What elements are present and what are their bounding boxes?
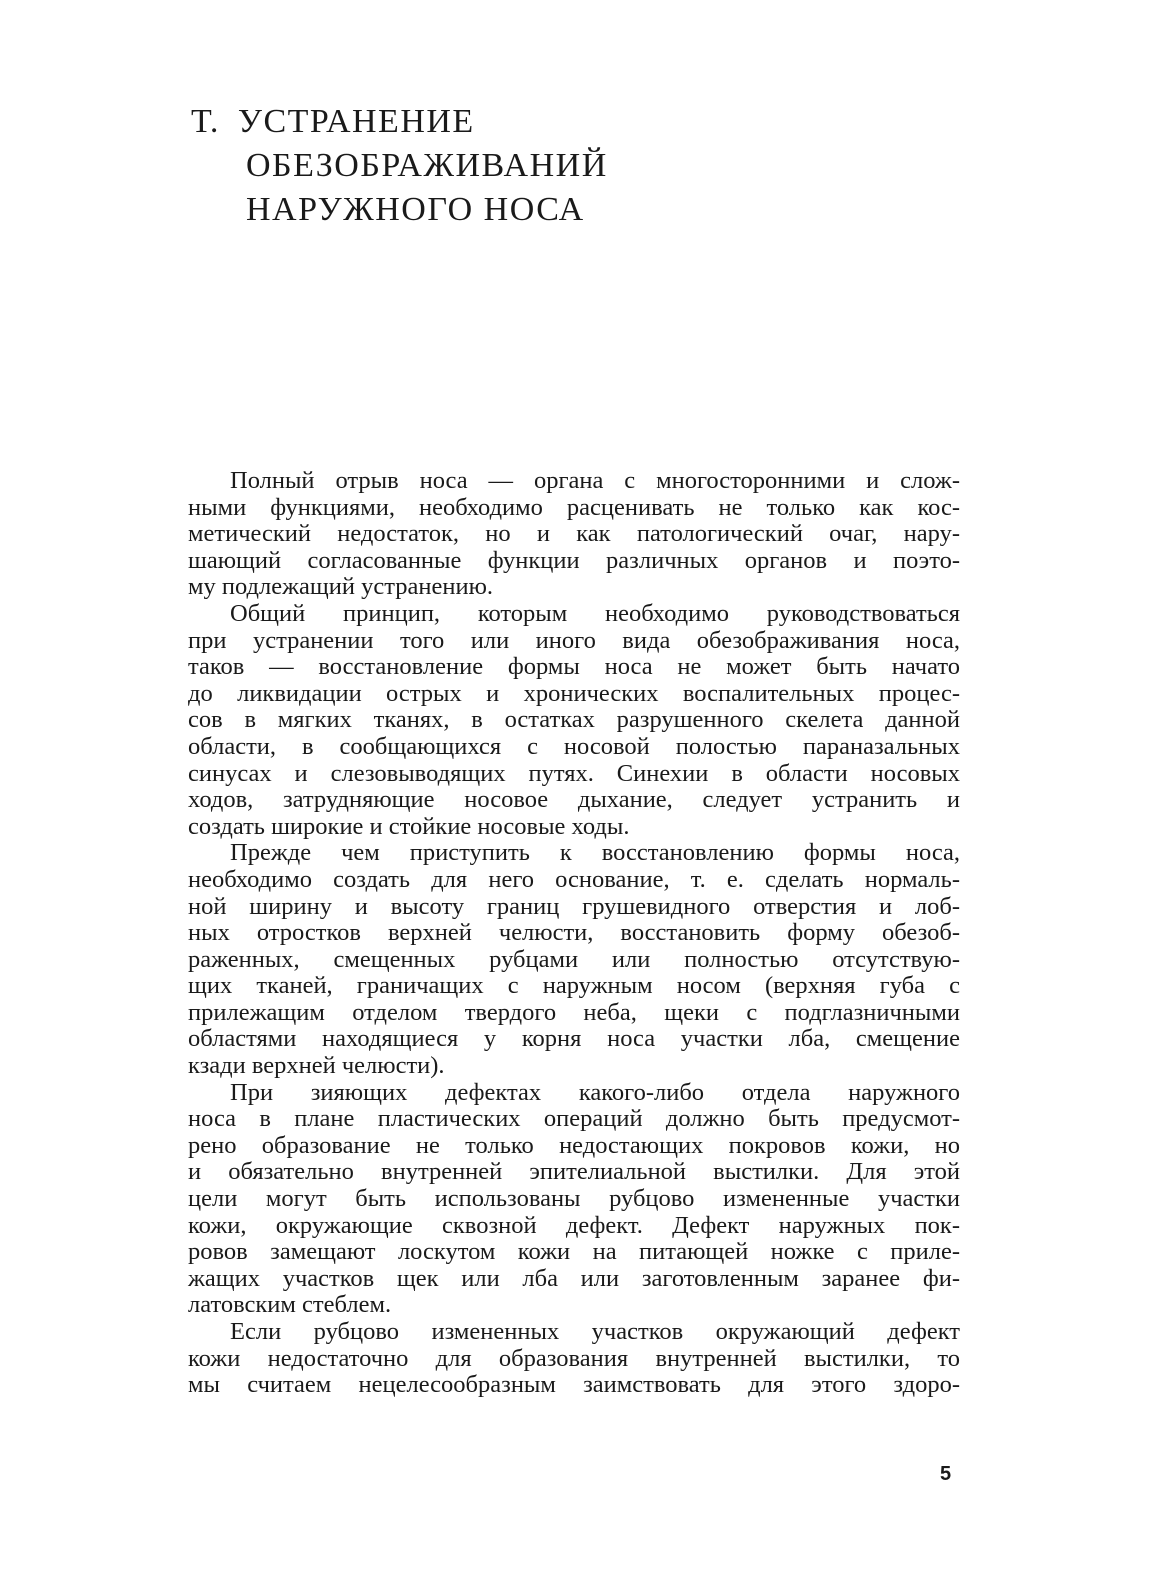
chapter-title-line	[191, 100, 608, 144]
text-line: и обязательно внутренней эпителиальной выстилки. Для этой	[188, 1158, 960, 1186]
chapter-number: Т.	[191, 103, 220, 140]
text-line: рено образование не только недостающих покровов кожи, но	[188, 1131, 960, 1159]
chapter-title-line: НАРУЖНОГО НОСА	[246, 191, 585, 228]
text-line: шающий согласованные функции различных органов и поэто-	[188, 546, 960, 574]
text-line: При зияющих дефектах какого-либо отдела наружного	[230, 1078, 960, 1106]
chapter-title-text: УСТРАНЕНИЕ	[237, 103, 475, 140]
paragraph	[188, 468, 960, 601]
text-line: Полный отрыв носа — органа с многосторонними и слож-	[230, 467, 960, 494]
text-line: Общий принцип, которым необходимо руководствоваться	[230, 599, 960, 627]
text-line: Прежде чем приступить к восстановлению формы носа,	[230, 839, 960, 867]
text-line: латовским стеблем.	[188, 1291, 392, 1319]
text-line: му подлежащий устранению.	[188, 573, 494, 601]
text-line: метический недостаток, но и как патологический очаг, нару-	[188, 520, 960, 548]
page-number: 5	[940, 1463, 952, 1485]
text-line: цели могут быть использованы рубцово измененные участки	[188, 1185, 960, 1213]
text-line: области, в сообщающихся с носовой полостью параназальных	[188, 732, 960, 760]
text-line: жащих участков щек или лба или заготовленным заранее фи-	[188, 1264, 960, 1292]
paragraph	[188, 1080, 960, 1319]
text-line: таков — восстановление формы носа не может быть начато	[188, 653, 960, 681]
chapter-title-line: ОБЕЗОБРАЖИВАНИЙ	[246, 147, 608, 184]
text-line: носа в плане пластических операций должно быть предусмот-	[188, 1105, 960, 1133]
text-line: ными функциями, необходимо расценивать не только как кос-	[188, 493, 960, 521]
text-line: областями находящиеся у корня носа участки лба, смещение	[188, 1025, 960, 1053]
text-line: кожи недостаточно для образования внутренней выстилки, то	[188, 1344, 960, 1372]
text-line: до ликвидации острых и хронических воспалительных процес-	[188, 679, 960, 707]
text-line: ных отростков верхней челюсти, восстановить форму обезоб-	[188, 919, 960, 947]
text-line: мы считаем нецелесообразным заимствовать для этого здоро-	[188, 1371, 960, 1399]
body-text	[188, 468, 960, 1399]
text-line: создать широкие и стойкие носовые ходы.	[188, 812, 630, 840]
text-line: раженных, смещенных рубцами или полностью отсутствую-	[188, 945, 960, 973]
paragraph	[188, 1319, 960, 1399]
paragraph	[188, 840, 960, 1079]
chapter-title	[191, 100, 608, 232]
text-line: кожи, окружающие сквозной дефект. Дефект наружных пок-	[188, 1211, 960, 1239]
text-line: сов в мягких тканях, в остатках разрушенного скелета данной	[188, 706, 960, 734]
text-line: ровов замещают лоскутом кожи на питающей ножке с приле-	[188, 1238, 960, 1266]
text-line: кзади верхней челюсти).	[188, 1052, 445, 1080]
text-line: ной ширину и высоту границ грушевидного отверстия и лоб-	[188, 892, 960, 920]
paragraph	[188, 601, 960, 840]
text-line: щих тканей, граничащих с наружным носом (верхняя губа с	[188, 972, 960, 1000]
text-line: ходов, затрудняющие носовое дыхание, следует устранить и	[188, 786, 960, 814]
text-line: необходимо создать для него основание, т. е. сделать нормаль-	[188, 865, 960, 893]
text-line: синусах и слезовыводящих путях. Синехии в области носовых	[188, 759, 960, 787]
text-line: прилежащим отделом твердого неба, щеки с подглазничными	[188, 998, 960, 1026]
text-line: при устранении того или иного вида обезображивания носа,	[188, 626, 960, 654]
text-line: Если рубцово измененных участков окружающий дефект	[230, 1318, 960, 1345]
